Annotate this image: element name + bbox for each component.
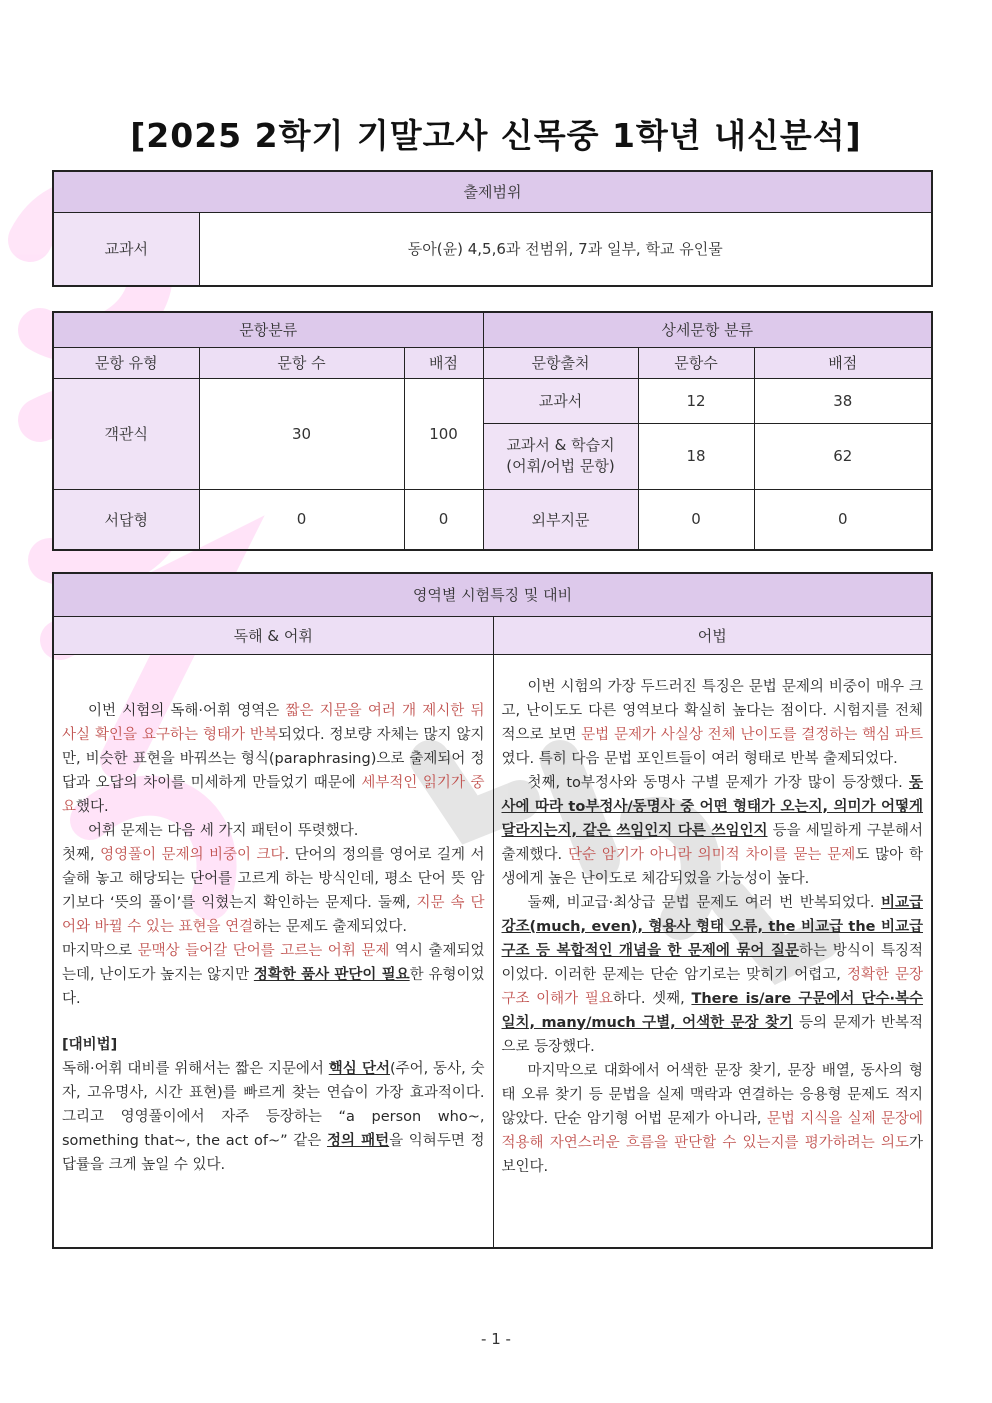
features-table xyxy=(52,572,933,1249)
highlight: 문맥상 들어갈 단어를 고르는 어휘 문제 xyxy=(137,942,390,959)
emphasis: 정확한 품사 판단이 필요 xyxy=(253,966,410,983)
grammar-paragraph xyxy=(502,891,924,1059)
column-header: 배점 xyxy=(754,347,932,378)
classification-table xyxy=(52,311,933,551)
type-cell: 객관식 xyxy=(53,378,199,489)
source-cell: 외부지문 xyxy=(483,489,638,550)
page-number: - 1 - xyxy=(481,1330,511,1348)
highlight: 문법 문제가 사실상 전체 난이도를 결정하는 핵심 파트 xyxy=(581,726,923,743)
source-score-cell: 62 xyxy=(754,423,932,489)
text: 독해·어휘 대비를 위해서는 짧은 지문에서 xyxy=(62,1060,329,1077)
text: 가 보인다. xyxy=(501,1134,923,1175)
reading-paragraph xyxy=(62,1057,485,1177)
grammar-paragraph xyxy=(502,675,924,771)
grammar-paragraph xyxy=(502,1059,924,1179)
text: 을 익혀두면 정답률을 크게 높일 수 있다. xyxy=(62,1132,485,1173)
text: 하는 문제도 출제되었다. xyxy=(253,918,408,935)
text: 하는 방식이 특징적이었다. 이러한 문제는 단순 암기로는 맞히기 어렵고, xyxy=(501,942,923,983)
text: 되었다. 정보량 자체는 많지 않지만, 비슷한 표현을 바꿔쓰는 형식(paraphrasing)으로 출제되어 정답과 오답의 차이를 미세하게 만들었기 때문에 xyxy=(62,726,485,791)
reading-paragraph xyxy=(62,843,485,939)
reading-section xyxy=(53,654,493,1248)
highlight: 문법 지식을 실제 문장에 적용해 자연스러운 흐름을 판단할 수 있는지를 평가하려는 의도 xyxy=(501,1110,923,1151)
column-header: 문항 수 xyxy=(199,347,404,378)
text: (주어, 동사, 숫자, 고유명사, 시간 표현)를 빠르게 찾는 연습이 가장 효과적이다. 그리고 영영풀이에서 자주 등장하는 “a person who~, something that~, the act of~” 같은 xyxy=(62,1060,485,1149)
text: 첫째, to부정사와 동명사 구별 문제가 가장 많이 등장했다. xyxy=(527,774,909,791)
text: 했다. xyxy=(76,798,109,815)
grammar-section xyxy=(493,654,932,1248)
source-count-cell: 18 xyxy=(638,423,754,489)
page-title: [2025 2학기 기말고사 신목중 1학년 내신분석] xyxy=(130,116,862,155)
highlight: 정확한 문장 구조 이해가 필요 xyxy=(501,966,923,1007)
features-header: 영역별 시험특징 및 대비 xyxy=(53,573,932,616)
text: 이번 시험의 독해·어휘 영역은 xyxy=(88,702,286,719)
text: 등을 세밀하게 구분해서 출제했다. xyxy=(501,822,923,863)
highlight: 단순 암기가 아니라 의미적 차이를 묻는 문제 xyxy=(568,846,856,863)
text: 하다. 셋째, xyxy=(612,990,692,1007)
source-score-cell: 0 xyxy=(754,489,932,550)
classification-left-header: 문항분류 xyxy=(53,312,483,347)
source-line: (어휘/어법 문항) xyxy=(506,457,615,475)
score-cell: 100 xyxy=(404,378,483,489)
text: 한 유형이었다. xyxy=(62,966,485,1007)
reading-paragraph xyxy=(62,699,485,819)
emphasis: 동사에 따라 to부정사/동명사 중 어떤 형태가 오는지, 의미가 어떻게 달라지는지, 같은 쓰임인지 다른 쓰임인지 xyxy=(501,774,923,839)
source-score-cell: 38 xyxy=(754,378,932,423)
text: 였다. 특히 다음 문법 포인트들이 여러 형태로 반복 출제되었다. xyxy=(501,750,898,767)
source-count-cell: 0 xyxy=(638,489,754,550)
source-count-cell: 12 xyxy=(638,378,754,423)
count-cell: 30 xyxy=(199,378,404,489)
text: 역시 출제되었는데, 난이도가 높지는 않지만 xyxy=(62,942,485,983)
scope-header: 출제범위 xyxy=(53,171,932,212)
grammar-paragraph xyxy=(502,771,924,891)
count-cell: 0 xyxy=(199,489,404,550)
emphasis: 비교급 강조(much, even), 형용사 형태 오류, the 비교급 the 비교급 구조 등 복합적인 개념을 한 문제에 묶어 질문 xyxy=(501,894,923,959)
scope-table xyxy=(52,170,933,287)
classification-right-header: 상세문항 분류 xyxy=(483,312,932,347)
emphasis: 정의 패턴 xyxy=(326,1132,390,1149)
text: . 단어의 정의를 영어로 길게 서술해 놓고 해당되는 단어를 고르게 하는 방식인데, 평소 단어 뜻 암기보다 ‘뜻의 풀이’를 익혔는지 확인하는 문제다. 둘째, xyxy=(62,846,485,911)
highlight: 영영풀이 문제의 비중이 크다 xyxy=(100,846,285,863)
highlight: 짧은 지문을 여러 개 제시한 뒤 사실 확인을 요구하는 형태가 반복 xyxy=(62,702,485,743)
score-cell: 0 xyxy=(404,489,483,550)
highlight: 세부적인 읽기가 중요 xyxy=(62,774,485,815)
emphasis: 핵심 단서 xyxy=(328,1060,390,1077)
highlight: 지문 속 단어와 바뀔 수 있는 표현을 연결 xyxy=(62,894,485,935)
text: 둘째, 비교급·최상급 문법 문제도 여러 번 반복되었다. xyxy=(527,894,881,911)
reading-header: 독해 & 어휘 xyxy=(53,616,493,654)
text: 첫째, xyxy=(62,846,101,863)
reading-paragraph: 어휘 문제는 다음 세 가지 패턴이 뚜렷했다. xyxy=(88,822,359,839)
grammar-header: 어법 xyxy=(493,616,932,654)
reading-paragraph xyxy=(62,939,485,1011)
column-header: 문항출처 xyxy=(483,347,638,378)
text: 마지막으로 xyxy=(62,942,138,959)
source-cell: 교과서 xyxy=(483,378,638,423)
text: 등의 문제가 반복적으로 등장했다. xyxy=(501,1014,923,1055)
source-line: 교과서 & 학습지 xyxy=(506,436,615,454)
type-cell: 서답형 xyxy=(53,489,199,550)
scope-label: 교과서 xyxy=(53,212,199,286)
column-header: 문항 유형 xyxy=(53,347,199,378)
source-cell xyxy=(483,423,638,489)
scope-value: 동아(윤) 4,5,6과 전범위, 7과 일부, 학교 유인물 xyxy=(199,212,932,286)
emphasis: There is/are 구문에서 단수·복수 일치, many/much 구별, 어색한 문장 찾기 xyxy=(501,990,923,1031)
text: 이번 시험의 가장 두드러진 특징은 문법 문제의 비중이 매우 크고, 난이도도 다른 영역보다 확실히 높다는 점이다. 시험지를 전체적으로 보면 xyxy=(501,678,923,743)
prep-heading: [대비법] xyxy=(62,1036,118,1053)
text: 도 많아 학생에게 높은 난이도로 체감되었을 가능성이 높다. xyxy=(501,846,924,887)
column-header: 문항수 xyxy=(638,347,754,378)
text: 마지막으로 대화에서 어색한 문장 찾기, 문장 배열, 동사의 형태 오류 찾기 등 문법을 실제 맥락과 연결하는 응용형 문제도 적지 않았다. 단순 암기형 어법 문제가 아니라, xyxy=(501,1062,923,1127)
column-header: 배점 xyxy=(404,347,483,378)
